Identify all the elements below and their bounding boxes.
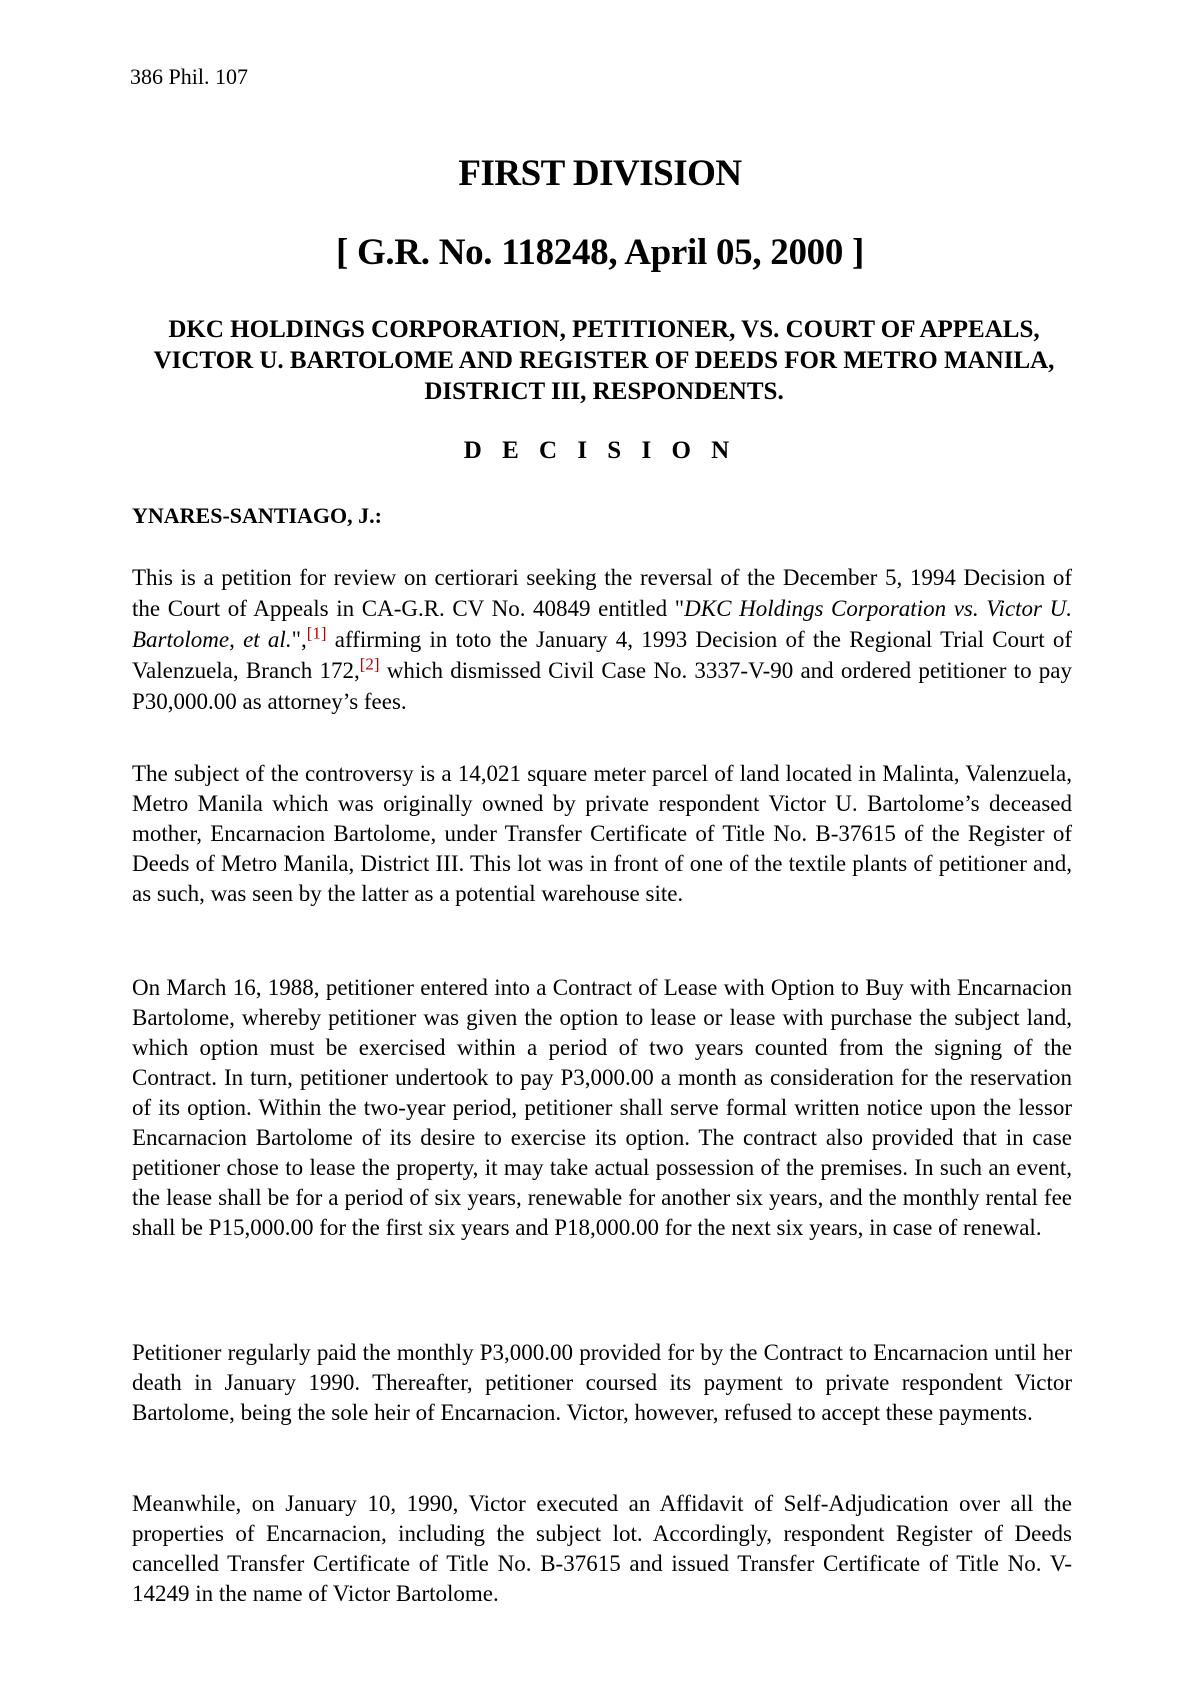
paragraph-2: The subject of the controversy is a 14,021 square meter parcel of land located in Malinta, Valenzuela, Metro Manila which was originally owned by private respondent Victor U. Bartolome’s deceased mother, Encarnacion Bartolome, under Transfer Certificate of Title No. B-37615 of the Register of Deeds of Metro Manila, District III. This lot was in front of one of the textile plants of petitioner and, as such, was seen by the latter as a potential warehouse site.: [132, 761, 1072, 906]
paragraph-5: Meanwhile, on January 10, 1990, Victor executed an Affidavit of Self-Adjudication over all the properties of Encarnacion, including the subject lot. Accordingly, respondent Register of Deeds cancelled Transfer Certificate of Title No. B-37615 and issued Transfer Certificate of Title No. V-14249 in the name of Victor Bartolome.: [132, 1491, 1072, 1606]
report-citation: 386 Phil. 107: [130, 64, 248, 89]
paragraph-1-text-b: ",: [291, 627, 307, 652]
case-number-heading: [ G.R. No. 118248, April 05, 2000 ]: [335, 232, 865, 273]
case-title: DKC Holdings Corporation vs. Victor U. Bartolome, et al.: [132, 596, 1072, 652]
paragraph-1-text-d: which dismissed Civil Case No. 3337-V-90 and ordered petitioner to pay P30,000.00 as attorney’s fees.: [132, 658, 1072, 714]
paragraph-1: [132, 562, 1072, 717]
paragraph-1-text-a: This is a petition for review on certiorari seeking the reversal of the December 5, 1994 Decision of the Court of Appeals in CA-G.R. CV No. 40849 entitled ": [132, 565, 1072, 621]
footnote-link-1[interactable]: [1]: [306, 623, 327, 643]
footnote-link-2[interactable]: [2]: [359, 654, 380, 674]
paragraph-4: Petitioner regularly paid the monthly P3,000.00 provided for by the Contract to Encarnacion until her death in January 1990. Thereafter, petitioner coursed its payment to private respondent Victor Bartolome, being the sole heir of Encarnacion. Victor, however, refused to accept these payments.: [132, 1340, 1072, 1425]
decision-label: D E C I S I O N: [463, 437, 737, 464]
division-heading: FIRST DIVISION: [458, 153, 742, 194]
ponente: YNARES-SANTIAGO, J.:: [132, 503, 382, 528]
case-parties: DKC HOLDINGS CORPORATION, PETITIONER, VS. COURT OF APPEALS, VICTOR U. BARTOLOME AND REGISTER OF DEEDS FOR METRO MANILA, DISTRICT III, RESPONDENTS.: [153, 316, 1055, 405]
paragraph-1-text-c: affirming in toto the January 4, 1993 Decision of the Regional Trial Court of Valenzuela, Branch 172,: [132, 627, 1072, 683]
paragraph-3: On March 16, 1988, petitioner entered into a Contract of Lease with Option to Buy with Encarnacion Bartolome, whereby petitioner was given the option to lease or lease with purchase the subject land, which option must be exercised within a period of two years counted from the signing of the Contract. In turn, petitioner undertook to pay P3,000.00 a month as consideration for the reservation of its option. Within the two-year period, petitioner shall serve formal written notice upon the lessor Encarnacion Bartolome of its desire to exercise its option. The contract also provided that in case petitioner chose to lease the property, it may take actual possession of the premises. In such an event, the lease shall be for a period of six years, renewable for another six years, and the monthly rental fee shall be P15,000.00 for the first six years and P18,000.00 for the next six years, in case of renewal.: [132, 975, 1072, 1240]
